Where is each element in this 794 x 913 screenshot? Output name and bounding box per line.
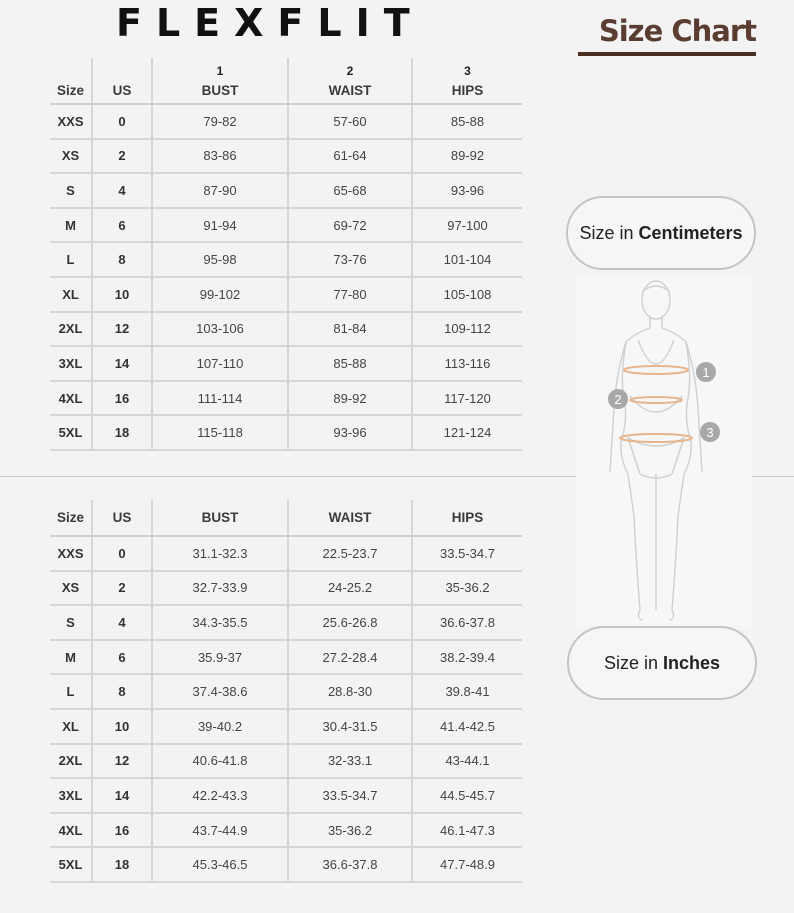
cell-waist: 27.2-28.4 — [288, 640, 412, 675]
cell-bust: 95-98 — [152, 242, 288, 277]
cell-waist: 32-33.1 — [288, 744, 412, 779]
cell-bust: 43.7-44.9 — [152, 813, 288, 848]
cell-bust: 40.6-41.8 — [152, 744, 288, 779]
cell-hips: 36.6-37.8 — [412, 605, 522, 640]
cell-size: S — [50, 605, 92, 640]
cell-bust: 79-82 — [152, 104, 288, 139]
table-row — [50, 674, 522, 709]
cell-size: S — [50, 173, 92, 208]
inches-rows — [50, 536, 522, 882]
waist-measure-number: 2 — [288, 58, 412, 78]
cell-us: 8 — [92, 674, 152, 709]
cell-size: 4XL — [50, 381, 92, 416]
cell-waist: 77-80 — [288, 277, 412, 312]
cell-hips: 41.4-42.5 — [412, 709, 522, 744]
cell-us: 18 — [92, 847, 152, 882]
cell-bust: 37.4-38.6 — [152, 674, 288, 709]
cell-size: XL — [50, 277, 92, 312]
table-row — [50, 571, 522, 606]
cell-us: 4 — [92, 173, 152, 208]
cell-bust: 39-40.2 — [152, 709, 288, 744]
centimeters-table — [50, 58, 522, 451]
header-hips: HIPS — [412, 78, 522, 104]
table-row — [50, 242, 522, 277]
cell-hips: 121-124 — [412, 415, 522, 450]
cell-size: 4XL — [50, 813, 92, 848]
blank-cell — [50, 58, 92, 78]
cell-waist: 36.6-37.8 — [288, 847, 412, 882]
table-row — [50, 346, 522, 381]
cell-hips: 44.5-45.7 — [412, 778, 522, 813]
brand-logo: FLEXFLIT — [116, 1, 424, 45]
cell-waist: 35-36.2 — [288, 813, 412, 848]
cell-waist: 65-68 — [288, 173, 412, 208]
cell-us: 4 — [92, 605, 152, 640]
pill-unit: Inches — [663, 652, 721, 673]
cell-waist: 22.5-23.7 — [288, 536, 412, 571]
cell-hips: 117-120 — [412, 381, 522, 416]
cell-us: 6 — [92, 208, 152, 243]
bust-band — [624, 366, 688, 374]
table-row — [50, 847, 522, 882]
cell-hips: 93-96 — [412, 173, 522, 208]
table-row — [50, 744, 522, 779]
cell-bust: 103-106 — [152, 312, 288, 347]
cell-us: 0 — [92, 104, 152, 139]
header-us: US — [92, 500, 152, 536]
cell-bust: 115-118 — [152, 415, 288, 450]
cell-hips: 113-116 — [412, 346, 522, 381]
cell-waist: 24-25.2 — [288, 571, 412, 606]
cell-hips: 33.5-34.7 — [412, 536, 522, 571]
cell-hips: 105-108 — [412, 277, 522, 312]
cell-size: 3XL — [50, 346, 92, 381]
table-row — [50, 312, 522, 347]
body-measurement-illustration — [576, 278, 752, 626]
pill-prefix: Size in — [579, 222, 634, 243]
cell-us: 10 — [92, 277, 152, 312]
hips-measure-number: 3 — [412, 58, 522, 78]
cell-size: XL — [50, 709, 92, 744]
cell-us: 2 — [92, 139, 152, 174]
cell-waist: 81-84 — [288, 312, 412, 347]
cell-size: XXS — [50, 104, 92, 139]
cell-bust: 31.1-32.3 — [152, 536, 288, 571]
cell-waist: 89-92 — [288, 381, 412, 416]
pill-prefix: Size in — [603, 652, 658, 673]
cell-size: 2XL — [50, 744, 92, 779]
cell-bust: 34.3-35.5 — [152, 605, 288, 640]
cell-bust: 35.9-37 — [152, 640, 288, 675]
cell-size: XS — [50, 571, 92, 606]
cell-hips: 109-112 — [412, 312, 522, 347]
cell-size: L — [50, 242, 92, 277]
cell-hips: 47.7-48.9 — [412, 847, 522, 882]
body-figure-panel — [576, 278, 752, 626]
cell-size: 3XL — [50, 778, 92, 813]
pill-unit: Centimeters — [638, 222, 743, 243]
cell-size: M — [50, 208, 92, 243]
header-bust: BUST — [152, 78, 288, 104]
cell-bust: 107-110 — [152, 346, 288, 381]
table-row — [50, 208, 522, 243]
cell-hips: 35-36.2 — [412, 571, 522, 606]
cell-size: 5XL — [50, 415, 92, 450]
cell-bust: 87-90 — [152, 173, 288, 208]
cell-us: 16 — [92, 813, 152, 848]
cell-us: 14 — [92, 346, 152, 381]
cell-hips: 46.1-47.3 — [412, 813, 522, 848]
title-underline — [578, 52, 756, 56]
header-bust: BUST — [152, 500, 288, 536]
cell-hips: 38.2-39.4 — [412, 640, 522, 675]
cell-waist: 73-76 — [288, 242, 412, 277]
cell-us: 18 — [92, 415, 152, 450]
cell-bust: 83-86 — [152, 139, 288, 174]
cell-bust: 45.3-46.5 — [152, 847, 288, 882]
cell-hips: 89-92 — [412, 139, 522, 174]
cell-size: M — [50, 640, 92, 675]
cell-bust: 111-114 — [152, 381, 288, 416]
header-hips: HIPS — [412, 500, 522, 536]
table-row — [50, 813, 522, 848]
table-row — [50, 277, 522, 312]
cell-hips: 43-44.1 — [412, 744, 522, 779]
cell-waist: 33.5-34.7 — [288, 778, 412, 813]
cell-us: 2 — [92, 571, 152, 606]
size-in-centimeters-label — [566, 196, 756, 270]
table-row — [50, 605, 522, 640]
cell-waist: 93-96 — [288, 415, 412, 450]
cell-us: 10 — [92, 709, 152, 744]
cell-us: 14 — [92, 778, 152, 813]
cell-us: 16 — [92, 381, 152, 416]
waist-band — [630, 397, 682, 403]
bust-measure-number: 1 — [152, 58, 288, 78]
cell-waist: 30.4-31.5 — [288, 709, 412, 744]
table-row — [50, 381, 522, 416]
measurement-bands — [620, 366, 692, 442]
cell-waist: 61-64 — [288, 139, 412, 174]
table-row — [50, 640, 522, 675]
cell-us: 8 — [92, 242, 152, 277]
header-size: Size — [50, 500, 92, 536]
header-size: Size — [50, 78, 92, 104]
cell-size: L — [50, 674, 92, 709]
marker-2-label: 2 — [614, 392, 622, 407]
marker-1-label: 1 — [702, 365, 710, 380]
cell-hips: 85-88 — [412, 104, 522, 139]
size-chart-title: Size Chart — [598, 14, 756, 48]
cell-bust: 42.2-43.3 — [152, 778, 288, 813]
blank-cell — [92, 58, 152, 78]
inches-table — [50, 500, 522, 883]
cell-size: XXS — [50, 536, 92, 571]
cell-waist: 57-60 — [288, 104, 412, 139]
cell-waist: 69-72 — [288, 208, 412, 243]
body-silhouette — [610, 281, 702, 620]
cell-bust: 32.7-33.9 — [152, 571, 288, 606]
header-waist: WAIST — [288, 500, 412, 536]
cell-waist: 85-88 — [288, 346, 412, 381]
header-us: US — [92, 78, 152, 104]
cell-us: 12 — [92, 312, 152, 347]
table-row — [50, 173, 522, 208]
centimeters-rows — [50, 104, 522, 450]
table-row — [50, 104, 522, 139]
cell-waist: 28.8-30 — [288, 674, 412, 709]
size-in-inches-label — [567, 626, 757, 700]
cell-us: 6 — [92, 640, 152, 675]
cell-hips: 39.8-41 — [412, 674, 522, 709]
marker-3-label: 3 — [706, 425, 714, 440]
cell-bust: 99-102 — [152, 277, 288, 312]
cell-hips: 97-100 — [412, 208, 522, 243]
table-row — [50, 415, 522, 450]
hips-band — [620, 434, 692, 442]
table-row — [50, 709, 522, 744]
header-waist: WAIST — [288, 78, 412, 104]
table-row — [50, 536, 522, 571]
table-row — [50, 139, 522, 174]
cell-us: 12 — [92, 744, 152, 779]
cell-hips: 101-104 — [412, 242, 522, 277]
cell-size: XS — [50, 139, 92, 174]
table-row — [50, 778, 522, 813]
cell-size: 5XL — [50, 847, 92, 882]
cell-us: 0 — [92, 536, 152, 571]
cell-waist: 25.6-26.8 — [288, 605, 412, 640]
cell-bust: 91-94 — [152, 208, 288, 243]
cell-size: 2XL — [50, 312, 92, 347]
